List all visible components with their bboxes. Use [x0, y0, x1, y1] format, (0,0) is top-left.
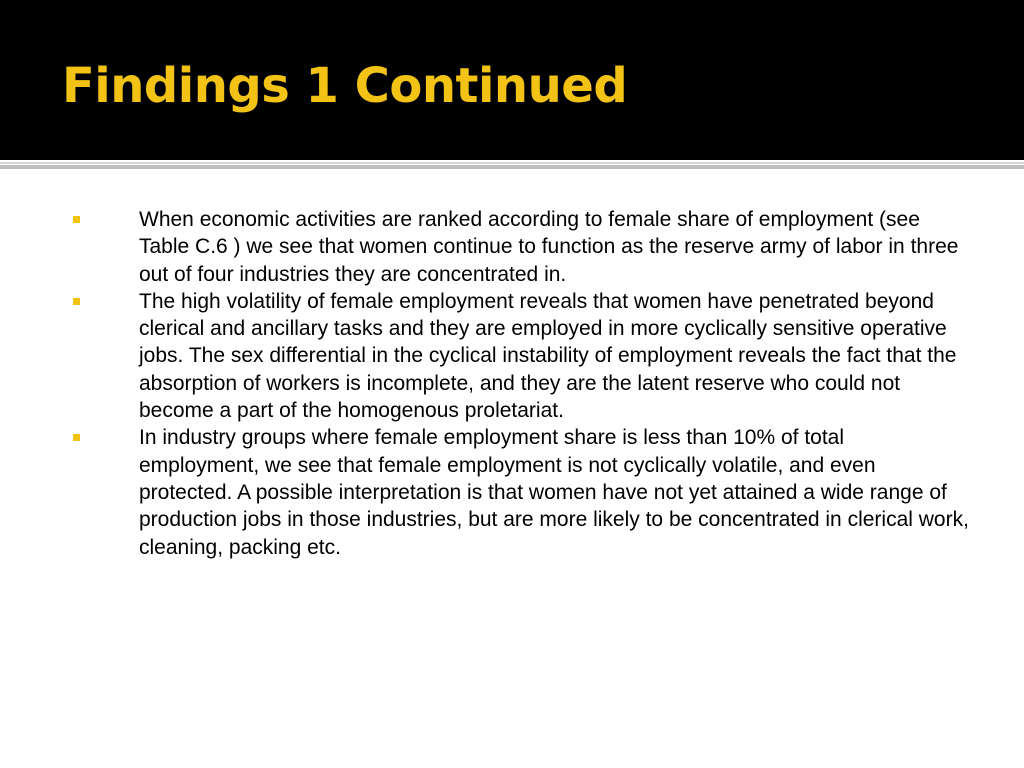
bullet-text: The high volatility of female employment reveals that women have penetrated beyond clerical and ancillary tasks and they are employed in more cyclically sensitive operative jobs. The sex differential in the cyclical instability of employment reveals the fact that the absorption of workers is incomplete, and they are the latent reserve who could not become a part of the homogenous proletariat. — [139, 289, 957, 423]
title-bar — [0, 0, 1024, 160]
bullet-text: In industry groups where female employment share is less than 10% of total employment, we see that female employment is not cyclically volatile, and even protected. A possible interpretation is that women have not yet attained a wide range of production jobs in those industries, but are more likely to be concentrated in clerical work, cleaning, packing etc. — [139, 426, 969, 559]
bullet-item — [70, 206, 970, 288]
square-bullet-icon — [73, 434, 80, 441]
bullet-text: When economic activities are ranked according to female share of employment (see Table C.6 ) we see that women continue to function as the reserve army of labor in three out of four industries they are concentrated in. — [139, 208, 959, 286]
bullet-item — [70, 424, 970, 560]
bullet-item — [70, 288, 970, 424]
title-divider-thin — [0, 162, 1024, 164]
square-bullet-icon — [73, 298, 80, 305]
slide-title: Findings 1 Continued — [62, 58, 628, 114]
bullet-list — [70, 206, 970, 561]
square-bullet-icon — [73, 216, 80, 223]
title-divider — [0, 165, 1024, 169]
